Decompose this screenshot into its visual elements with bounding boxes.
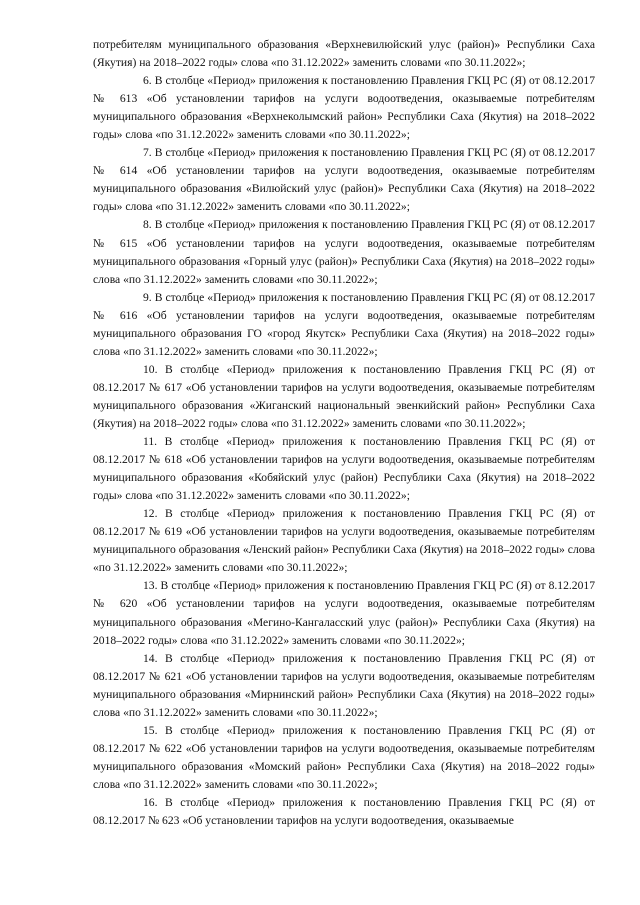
paragraph-item-9: 9. В столбце «Период» приложения к постановлению Правления ГКЦ РС (Я) от 08.12.2017 № 616 «Об установлении тарифов на услуги водоотведения, оказываемые потребителям муниципального образования ГО «город Якутск» Республики Саха (Якутия) на 2018–2022 годы» слова «по 31.12.2022» заменить словами «по 30.11.2022»; — [93, 290, 595, 358]
paragraph-item-13: 13. В столбце «Период» приложения к постановлению Правления ГКЦ РС (Я) от 8.12.2017 № 620 «Об установлении тарифов на услуги водоотведения, оказываемые потребителям муниципального образования «Мегино-Кангаласский улус (район)» Республики Саха (Якутия) на 2018–2022 годы» слова «по 31.12.2022» заменить словами «по 30.11.2022»; — [93, 579, 595, 647]
paragraph-item-8: 8. В столбце «Период» приложения к постановлению Правления ГКЦ РС (Я) от 08.12.2017 № 615 «Об установлении тарифов на услуги водоотведения, оказываемые потребителям муниципального образования «Горный улус (район)» Республики Саха (Якутия) на 2018–2022 годы» слова «по 31.12.2022» заменить словами «по 30.11.2022»; — [93, 218, 595, 286]
paragraph-item-15: 15. В столбце «Период» приложения к постановлению Правления ГКЦ РС (Я) от 08.12.2017 № 622 «Об установлении тарифов на услуги водоотведения, оказываемые потребителям муниципального образования «Момский район» Республики Саха (Якутия) на 2018–2022 годы» слова «по 31.12.2022» заменить словами «по 30.11.2022»; — [93, 723, 595, 791]
document-page — [93, 36, 595, 830]
paragraph-item-16: 16. В столбце «Период» приложения к постановлению Правления ГКЦ РС (Я) от 08.12.2017 № 623 «Об установлении тарифов на услуги водоотведения, оказываемые — [93, 795, 595, 828]
paragraph-item-12: 12. В столбце «Период» приложения к постановлению Правления ГКЦ РС (Я) от 08.12.2017 № 619 «Об установлении тарифов на услуги водоотведения, оказываемые потребителям муниципального образования «Ленский район» Республики Саха (Якутия) на 2018–2022 годы» слова «по 31.12.2022» заменить словами «по 30.11.2022»; — [93, 507, 595, 575]
paragraph-item-14: 14. В столбце «Период» приложения к постановлению Правления ГКЦ РС (Я) от 08.12.2017 № 621 «Об установлении тарифов на услуги водоотведения, оказываемые потребителям муниципального образования «Мирнинский район» Республики Саха (Якутия) на 2018–2022 годы» слова «по 31.12.2022» заменить словами «по 30.11.2022»; — [93, 651, 595, 719]
paragraph-item-11: 11. В столбце «Период» приложения к постановлению Правления ГКЦ РС (Я) от 08.12.2017 № 618 «Об установлении тарифов на услуги водоотведения, оказываемые потребителям муниципального образования «Кобяйский улус (район) Республики Саха (Якутия) на 2018–2022 годы» слова «по 31.12.2022» заменить словами «по 30.11.2022»; — [93, 435, 595, 503]
paragraph-item-10: 10. В столбце «Период» приложения к постановлению Правления ГКЦ РС (Я) от 08.12.2017 № 617 «Об установлении тарифов на услуги водоотведения, оказываемые потребителям муниципального образования «Жиганский национальный эвенкийский район» Республики Саха (Якутия) на 2018–2022 годы» слова «по 31.12.2022» заменить словами «по 30.11.2022»; — [93, 362, 595, 430]
paragraph-continuation: потребителям муниципального образования «Верхневилюйский улус (район)» Республики Саха (Якутия) на 2018–2022 годы» слова «по 31.12.2022» заменить словами «по 30.11.2022»; — [93, 38, 595, 70]
paragraph-item-7: 7. В столбце «Период» приложения к постановлению Правления ГКЦ РС (Я) от 08.12.2017 № 614 «Об установлении тарифов на услуги водоотведения, оказываемые потребителям муниципального образования «Вилюйский улус (район)» Республики Саха (Якутия) на 2018–2022 годы» слова «по 31.12.2022» заменить словами «по 30.11.2022»; — [93, 146, 595, 214]
paragraph-item-6: 6. В столбце «Период» приложения к постановлению Правления ГКЦ РС (Я) от 08.12.2017 № 613 «Об установлении тарифов на услуги водоотведения, оказываемые потребителям муниципального образования «Верхнеколымский район» Республики Саха (Якутия) на 2018–2022 годы» слова «по 31.12.2022» заменить словами «по 30.11.2022»; — [93, 74, 595, 142]
